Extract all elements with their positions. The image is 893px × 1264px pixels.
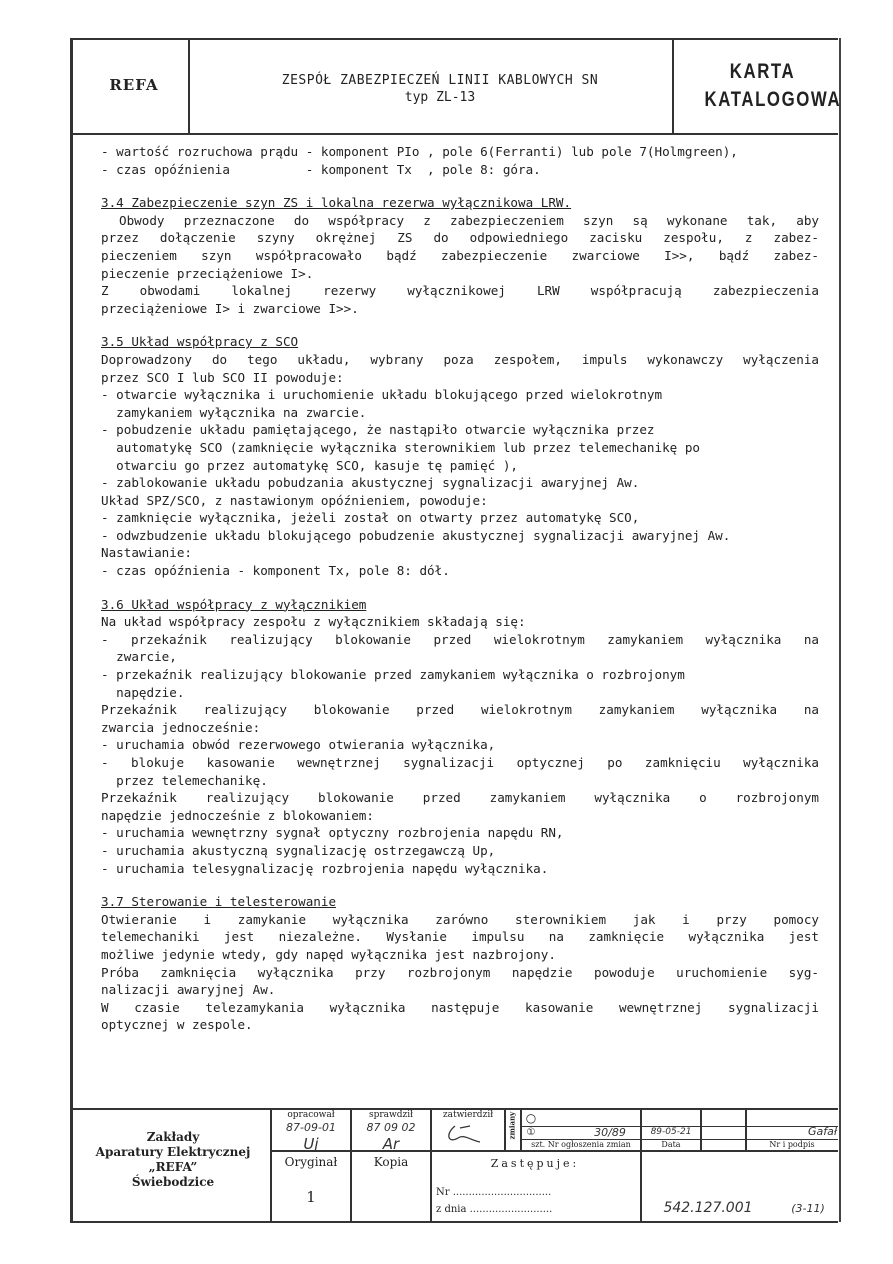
divider bbox=[70, 133, 838, 135]
text-line: - zamknięcie wyłącznika, jeżeli został on otwarty przez automatykę SCO, bbox=[101, 510, 640, 526]
blank-line bbox=[101, 580, 819, 596]
text-line: - uruchamia telesygnalizację rozbrojenia napędu wyłącznika. bbox=[101, 860, 549, 876]
text-line: nalizacji awaryjnej Aw. bbox=[101, 982, 276, 998]
text-line: - uruchamia obwód rezerwowego otwierania wyłącznika, bbox=[101, 737, 496, 753]
text-line: przeciążeniowe I> i zwarciowe I>>. bbox=[101, 300, 359, 316]
text-line: Nastawianie: bbox=[101, 545, 192, 561]
text-line: Próba zamknięcia wyłącznika przy rozbrojonym napędzie powoduje uruchomienie syg- bbox=[101, 964, 819, 980]
divider bbox=[640, 1150, 642, 1222]
text-line: - przekaźnik realizujący blokowanie przed wielokrotnym zamykaniem wyłącznika na bbox=[101, 631, 819, 647]
text-line: automatykę SCO (zamknięcie wyłącznika sterownikiem lub przez telemechanikę po bbox=[101, 439, 700, 455]
text-line: - blokuje kasowanie wewnętrznej sygnalizacji optycznej po zamknięciu wyłącznika bbox=[101, 755, 819, 770]
checked-date: 87 09 02 bbox=[366, 1121, 416, 1134]
doc-type-line-2: KATALOGOWA bbox=[704, 88, 842, 111]
text-line: - odwzbudzenie układu blokującego pobudzenie akustycznej sygnalizacji awaryjnej Aw. bbox=[101, 527, 731, 543]
divider bbox=[504, 1108, 506, 1150]
prepared-signature: Uj bbox=[303, 1135, 319, 1153]
blank-line bbox=[101, 178, 819, 194]
text-line: Obwody przeznaczone do współpracy z zabezpieczeniem szyn są wykonane tak, aby bbox=[119, 212, 819, 228]
blank-line bbox=[101, 317, 819, 333]
change-notice-number: 30/89 bbox=[594, 1126, 626, 1139]
text-line: Układ SPZ/SCO, z nastawionym opóźnieniem, powoduje: bbox=[101, 492, 488, 508]
checked-label: sprawdził bbox=[368, 1110, 414, 1120]
changes-label: zmiany bbox=[507, 1111, 517, 1140]
document-body bbox=[101, 143, 819, 1034]
text-line: napędzie. bbox=[101, 684, 185, 700]
text-line: - uruchamia wewnętrzny sygnał optyczny rozbrojenia napędu RN, bbox=[101, 825, 564, 841]
col-notice-header: szt. Nr ogłoszenia zmian bbox=[531, 1140, 631, 1149]
change-row-2-mark: ① bbox=[526, 1127, 536, 1138]
text-line: W czasie telezamykania wyłącznika następuje kasowanie wewnętrznej sygnalizacji bbox=[101, 999, 819, 1015]
section-heading: 3.7 Sterowanie i telesterowanie bbox=[101, 894, 337, 910]
text-line: zwarcia jednocześnie: bbox=[101, 719, 261, 735]
text-line: możliwe jedynie wtedy, gdy napęd wyłącznika jest nazbrojony. bbox=[101, 946, 556, 962]
text-line: - wartość rozruchowa prądu - komponent PIo , pole 6(Ferranti) lub pole 7(Holmgreen), bbox=[101, 144, 738, 159]
divider bbox=[700, 1108, 702, 1150]
company-line: Zakłady bbox=[146, 1130, 200, 1144]
prepared-date: 87-09-01 bbox=[286, 1121, 336, 1134]
document-type bbox=[704, 58, 842, 114]
company-line: Aparatury Elektrycznej bbox=[95, 1145, 251, 1159]
change-date: 89-05-21 bbox=[650, 1127, 692, 1137]
title-line-2: typ ZL-13 bbox=[404, 90, 476, 105]
change-row-1-mark: ○ bbox=[525, 1111, 537, 1125]
approved-label: zatwierdził bbox=[442, 1110, 494, 1120]
col-sign-header: Nr i podpis bbox=[769, 1140, 815, 1149]
divider bbox=[430, 1108, 432, 1222]
text-line: Doprowadzony do tego układu, wybrany poza zespołem, impuls wykonawczy wyłączenia bbox=[101, 351, 819, 367]
text-line: zamykaniem wyłącznika na zwarcie. bbox=[101, 404, 367, 420]
document-number: 542.127.001 bbox=[663, 1200, 753, 1216]
text-line: przez dołączenie szyny okrężnej ZS do odpowiedniego zacisku zespołu, z zabez- bbox=[101, 230, 819, 246]
text-line: otwarciu go przez automatykę SCO, kasuje tę pamięć ), bbox=[101, 457, 519, 473]
blank-line bbox=[101, 877, 819, 893]
text-line: - zablokowanie układu pobudzania akustycznej sygnalizacji awaryjnej Aw. bbox=[101, 475, 640, 491]
text-line: - czas opóźnienia - komponent Tx, pole 8: dół. bbox=[101, 563, 450, 579]
doc-type-line-1: KARTA bbox=[729, 60, 796, 83]
text-line: przez telemechanikę. bbox=[101, 772, 268, 788]
text-line: Z obwodami lokalnej rezerwy wyłącznikowej LRW współpracują zabezpieczenia bbox=[101, 283, 819, 299]
original-value: 1 bbox=[306, 1188, 316, 1206]
company-name bbox=[78, 1130, 268, 1190]
divider bbox=[70, 1221, 838, 1223]
prepared-label: opracował bbox=[287, 1110, 335, 1120]
replaces-date: z dnia .......................... bbox=[436, 1204, 553, 1215]
company-logo: REFA bbox=[109, 76, 159, 94]
section-heading: 3.5 Układ współpracy z SCO bbox=[101, 334, 299, 350]
replaces-number: Nr ............................... bbox=[436, 1187, 552, 1198]
change-signature: Gafał bbox=[807, 1125, 837, 1138]
text-line: zwarcie, bbox=[101, 649, 177, 665]
text-line: przez SCO I lub SCO II powoduje: bbox=[101, 369, 344, 385]
text-line: telemechaniki jest niezależne. Wysłanie impulsu na zamknięcie wyłącznika jest bbox=[101, 929, 819, 945]
text-line: Na układ współpracy zespołu z wyłącznikiem składają się: bbox=[101, 614, 526, 630]
text-line: - otwarcie wyłącznika i uruchomienie układu blokującego przed wielokrotnym bbox=[101, 387, 663, 403]
section-heading: 3.4 Zabezpieczenie szyn ZS i lokalna rezerwa wyłącznikowa LRW. bbox=[101, 195, 572, 211]
text-line: pieczenie przeciążeniowe I>. bbox=[101, 265, 314, 281]
text-line: pieczeniem szyn współpracowało bądź zabezpieczenie zwarciowe I>>, bądź zabez- bbox=[101, 247, 819, 263]
replaces-label: Zastępuje: bbox=[490, 1157, 580, 1170]
document-title bbox=[190, 72, 690, 106]
company-line: Świebodzice bbox=[131, 1175, 215, 1189]
title-line-1: ZESPÓŁ ZABEZPIECZEŃ LINII KABLOWYCH SN bbox=[281, 73, 599, 88]
text-line: Otwieranie i zamykanie wyłącznika zarówno sterownikiem jak i przy pomocy bbox=[101, 911, 819, 927]
text-line: - uruchamia akustyczną sygnalizację ostrzegawczą Up, bbox=[101, 842, 496, 858]
text-line: napędzie jednocześnie z blokowaniem: bbox=[101, 807, 374, 823]
text-line: - pobudzenie układu pamiętającego, że nastąpiło otwarcie wyłącznika przez bbox=[101, 422, 655, 438]
checked-signature: Ar bbox=[382, 1135, 400, 1153]
text-line: - przekaźnik realizujący blokowanie przed zamykaniem wyłącznika o rozbrojonym bbox=[101, 667, 685, 683]
divider bbox=[70, 38, 838, 40]
text-line: Przekaźnik realizujący blokowanie przed zamykaniem wyłącznika o rozbrojonym bbox=[101, 790, 819, 806]
text-line: optycznej w zespole. bbox=[101, 1017, 253, 1033]
approved-signature-icon bbox=[440, 1122, 495, 1148]
section-heading: 3.6 Układ współpracy z wyłącznikiem bbox=[101, 596, 367, 612]
sheet-number: (3-11) bbox=[791, 1202, 825, 1215]
company-line: „REFA” bbox=[148, 1160, 198, 1174]
original-label: Oryginał bbox=[284, 1155, 338, 1169]
copy-label: Kopia bbox=[373, 1155, 409, 1169]
text-line: - czas opóźnienia - komponent Tx , pole 8: góra. bbox=[101, 161, 541, 177]
col-date-header: Data bbox=[661, 1140, 681, 1149]
text-line: Przekaźnik realizujący blokowanie przed wielokrotnym zamykaniem wyłącznika na bbox=[101, 702, 819, 718]
